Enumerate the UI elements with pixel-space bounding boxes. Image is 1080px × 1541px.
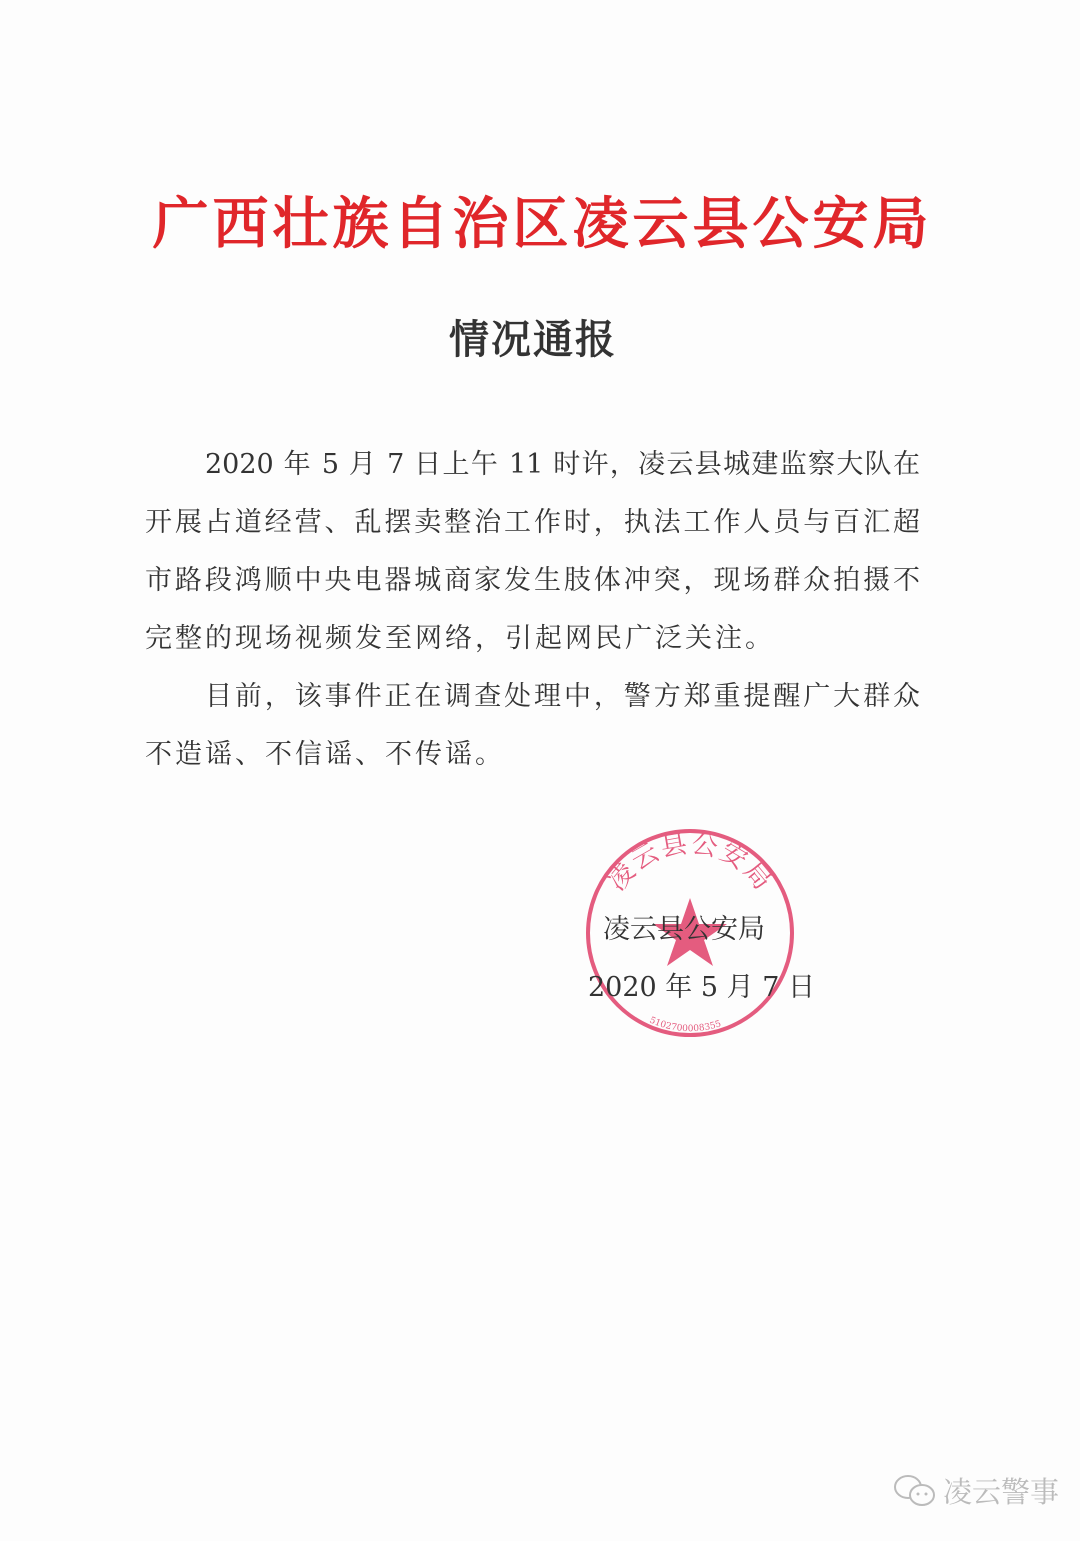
body-line: 市路段鸿顺中央电器城商家发生肢体冲突，现场群众拍摄不 <box>145 565 920 596</box>
document-title: 情况通报 <box>449 316 617 363</box>
body-line: 完整的现场视频发至网络，引起网民广泛关注。 <box>145 623 775 654</box>
wechat-watermark <box>893 1470 1059 1511</box>
body-line: 开展占道经营、乱摆卖整治工作时，执法工作人员与百汇超 <box>145 507 920 538</box>
issuer-title: 广西壮族自治区凌云县公安局 <box>152 191 933 257</box>
signature-org: 凌云县公安局 <box>603 914 765 945</box>
body-line: 不造谣、不信谣、不传谣。 <box>145 739 505 770</box>
seal-number: 5102700008355 <box>647 1015 723 1035</box>
wechat-icon <box>893 1474 937 1508</box>
body-line: 目前，该事件正在调查处理中，警方郑重提醒广大群众 <box>205 681 920 712</box>
seal-ring-text: 凌云县公安局 <box>602 828 779 898</box>
signature-date: 2020 年 5 月 7 日 <box>588 972 815 1003</box>
watermark-text: 凌云警事 <box>943 1475 1060 1509</box>
body-line: 2020 年 5 月 7 日上午 11 时许，凌云县城建监察大队在 <box>205 449 920 480</box>
